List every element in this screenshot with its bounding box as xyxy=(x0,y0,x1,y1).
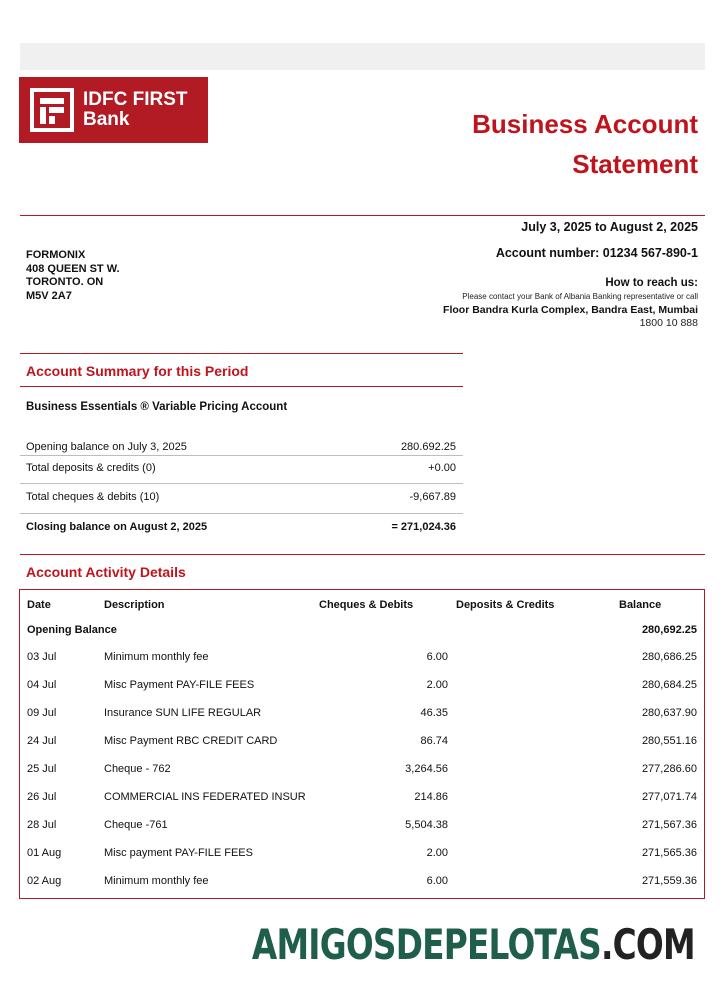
col-deposits: Deposits & Credits xyxy=(456,599,555,611)
divider xyxy=(20,483,463,484)
cell-description: Cheque -761 xyxy=(104,819,168,831)
cell-balance: 271,559.36 xyxy=(641,875,697,887)
cell-balance: 277,071.74 xyxy=(641,791,697,803)
cell-deposits xyxy=(456,755,619,783)
cell-description: COMMERCIAL INS FEDERATED INSUR xyxy=(104,791,306,803)
cell-cheques: 6.00 xyxy=(426,651,448,663)
table-row xyxy=(20,783,704,811)
contact-heading: How to reach us: xyxy=(605,277,698,289)
customer-street: 408 QUEEN ST W. xyxy=(26,262,120,275)
statement-period: July 3, 2025 to August 2, 2025 xyxy=(521,220,698,234)
cell-date: 02 Aug xyxy=(27,875,62,887)
cell-description: Misc Payment RBC CREDIT CARD xyxy=(104,735,278,747)
cell-deposits xyxy=(456,783,619,811)
table-header-row xyxy=(20,590,704,617)
cell-description: Minimum monthly fee xyxy=(104,875,209,887)
cell-date: 25 Jul xyxy=(27,763,57,775)
cell-date: 03 Jul xyxy=(27,651,57,663)
col-description: Description xyxy=(104,599,165,611)
contact-address: Floor Bandra Kurla Complex, Bandra East, Mumbai xyxy=(443,304,698,316)
bank-logo-text: IDFC FIRST Bank xyxy=(83,89,188,130)
cell-date: 24 Jul xyxy=(27,735,57,747)
cell-date: 28 Jul xyxy=(27,819,57,831)
cell-cheques: 2.00 xyxy=(426,847,448,859)
cell-cheques: 6.00 xyxy=(426,875,448,887)
cell-date: 26 Jul xyxy=(27,791,57,803)
cell-date: 09 Jul xyxy=(27,707,57,719)
cell-balance: 280,686.25 xyxy=(641,651,697,663)
summary-row-deposits: Total deposits & credits (0) +0.00 xyxy=(26,462,456,474)
cell-deposits xyxy=(456,727,619,755)
table-row xyxy=(20,755,704,783)
cell-description: Misc Payment PAY-FILE FEES xyxy=(104,679,255,691)
summary-title: Account Summary for this Period xyxy=(26,363,249,379)
table-row xyxy=(20,671,704,699)
activity-title: Account Activity Details xyxy=(26,564,186,580)
activity-table xyxy=(20,590,704,895)
divider xyxy=(20,513,463,514)
cell-balance: 271,567.36 xyxy=(641,819,697,831)
cell-cheques: 86.74 xyxy=(420,735,448,747)
table-row xyxy=(20,699,704,727)
cell-cheques: 46.35 xyxy=(420,707,448,719)
cell-cheques: 2.00 xyxy=(426,679,448,691)
cell-deposits xyxy=(456,699,619,727)
cell-date: 04 Jul xyxy=(27,679,57,691)
account-product: Business Essentials ® Variable Pricing Account xyxy=(26,401,288,413)
contact-note: Please contact your Bank of Albania Banking representative or call xyxy=(462,292,698,301)
cell-deposits xyxy=(456,867,619,895)
divider xyxy=(20,353,463,354)
cell-balance: 271,565.36 xyxy=(641,847,697,859)
document-title: Business Account Statement xyxy=(472,109,698,179)
cell-description: Minimum monthly fee xyxy=(104,651,209,663)
cell-balance: 280,684.25 xyxy=(641,679,697,691)
col-cheques: Cheques & Debits xyxy=(319,599,414,611)
cell-cheques: 3,264.56 xyxy=(405,763,448,775)
site-watermark: AMIGOSDEPELOTAS.COM xyxy=(252,920,695,969)
cell-deposits xyxy=(456,811,619,839)
contact-phone: 1800 10 888 xyxy=(639,317,698,329)
bank-logo xyxy=(19,77,208,143)
top-bar xyxy=(20,43,705,70)
cell-deposits xyxy=(456,671,619,699)
divider xyxy=(20,215,705,216)
opening-balance-row: Opening Balance 280,692.25 xyxy=(27,624,697,636)
cell-description: Cheque - 762 xyxy=(104,763,171,775)
bank-logo-icon xyxy=(30,88,74,132)
table-row xyxy=(20,867,704,895)
activity-table-box xyxy=(19,589,705,899)
cell-description: Misc payment PAY-FILE FEES xyxy=(104,847,253,859)
table-row xyxy=(20,811,704,839)
cell-cheques: 5,504.38 xyxy=(405,819,448,831)
customer-city: TORONTO. ON xyxy=(26,276,104,288)
divider xyxy=(20,455,463,456)
cell-deposits xyxy=(456,839,619,867)
cell-date: 01 Aug xyxy=(27,847,62,859)
cell-balance: 280,551.16 xyxy=(641,735,697,747)
cell-description: Insurance SUN LIFE REGULAR xyxy=(104,707,262,719)
customer-name: FORMONIX xyxy=(26,249,86,261)
customer-address xyxy=(26,249,120,303)
contact-info xyxy=(358,276,698,329)
cell-deposits xyxy=(456,643,619,671)
col-balance: Balance xyxy=(619,599,662,611)
col-date: Date xyxy=(27,599,51,611)
table-row xyxy=(20,727,704,755)
cell-balance: 280,637.90 xyxy=(641,707,697,719)
divider xyxy=(20,554,705,555)
customer-postal: M5V 2A7 xyxy=(26,289,72,302)
summary-row-debits: Total cheques & debits (10) -9,667.89 xyxy=(26,491,456,503)
account-number: Account number: 01234 567-890-1 xyxy=(495,246,698,260)
table-row xyxy=(20,643,704,671)
cell-balance: 277,286.60 xyxy=(641,763,697,775)
summary-row-opening: Opening balance on July 3, 2025 280.692.25 xyxy=(26,441,456,453)
divider xyxy=(20,386,463,387)
table-row xyxy=(20,839,704,867)
summary-row-closing: Closing balance on August 2, 2025 = 271,024.36 xyxy=(26,521,456,533)
cell-cheques: 214.86 xyxy=(414,791,448,803)
